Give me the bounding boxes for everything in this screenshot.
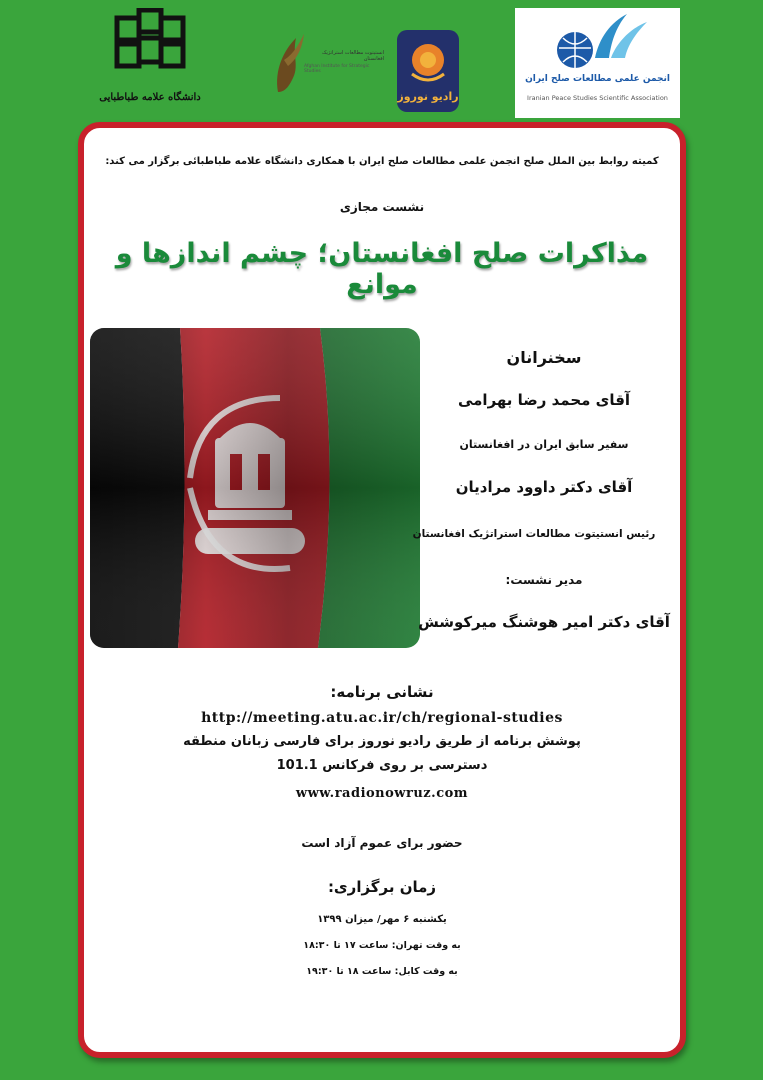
university-logo [95,8,205,103]
kabul-time: به وقت کابل: ساعت ۱۸ تا ۱۹:۳۰ [306,966,458,977]
speaker2-role: رئیس انستیتوت مطالعات استراتژیک افغانستان [412,528,656,540]
speaker1-role: سفیر سابق ایران در افغانستان [459,438,629,451]
address-heading: نشانی برنامه: [330,683,434,701]
meeting-link[interactable]: http://meeting.atu.ac.ir/ch/regional-studies [201,710,563,726]
speaker2-name: آقای دکتر داوود مرادیان [455,478,633,496]
open-to-public-note: حضور برای عموم آزاد است [301,836,463,850]
session-type: نشست مجازی [339,200,425,214]
association-logo [515,8,680,118]
moderator-heading: مدیر نشست: [505,573,583,587]
radio-nowruz-logo [397,30,459,112]
association-name: انجمن علمی مطالعات صلح ایران [525,74,670,84]
association-name-en: Iranian Peace Studies Scientific Association [527,94,668,102]
radio-website-link[interactable]: www.radionowruz.com [295,786,469,801]
coverage-line-2: دسترسی بر روی فرکانس 101.1 [276,758,488,773]
time-heading: زمان برگزاری: [327,878,437,896]
poster-card [78,122,686,1058]
coverage-line-1: پوشش برنامه از طریق رادیو نوروز برای فارسی زبانان منطقه [183,734,581,749]
moderator-name: آقای دکتر امیر هوشنگ میرکوشش [418,613,670,631]
university-name: دانشگاه علامه طباطبایی [99,92,201,103]
institute-logo [270,30,384,100]
speaker1-name: آقای محمد رضا بهرامی [457,391,631,409]
logo-bar [0,0,763,120]
tehran-time: به وقت تهران: ساعت ۱۷ تا ۱۸:۳۰ [303,940,461,951]
afghanistan-flag-image [90,328,420,648]
institute-name-en: Afghan Institute for Strategic Studies [304,64,370,74]
event-title: مذاکرات صلح افغانستان؛ چشم اندازها و موانع [115,238,649,300]
speakers-heading: سخنرانان [506,348,582,367]
intro-text: کمیته روابط بین الملل صلح انجمن علمی مطالعات صلح ایران با همکاری دانشگاه علامه طباطبائی برگزار می کند: [105,156,659,167]
radio-name: رادیو نوروز [397,90,459,103]
institute-name: انستیتوت مطالعات استراتژیک افغانستان [322,50,384,62]
event-date: یکشنبه ۶ مهر/ میزان ۱۳۹۹ [317,914,447,925]
